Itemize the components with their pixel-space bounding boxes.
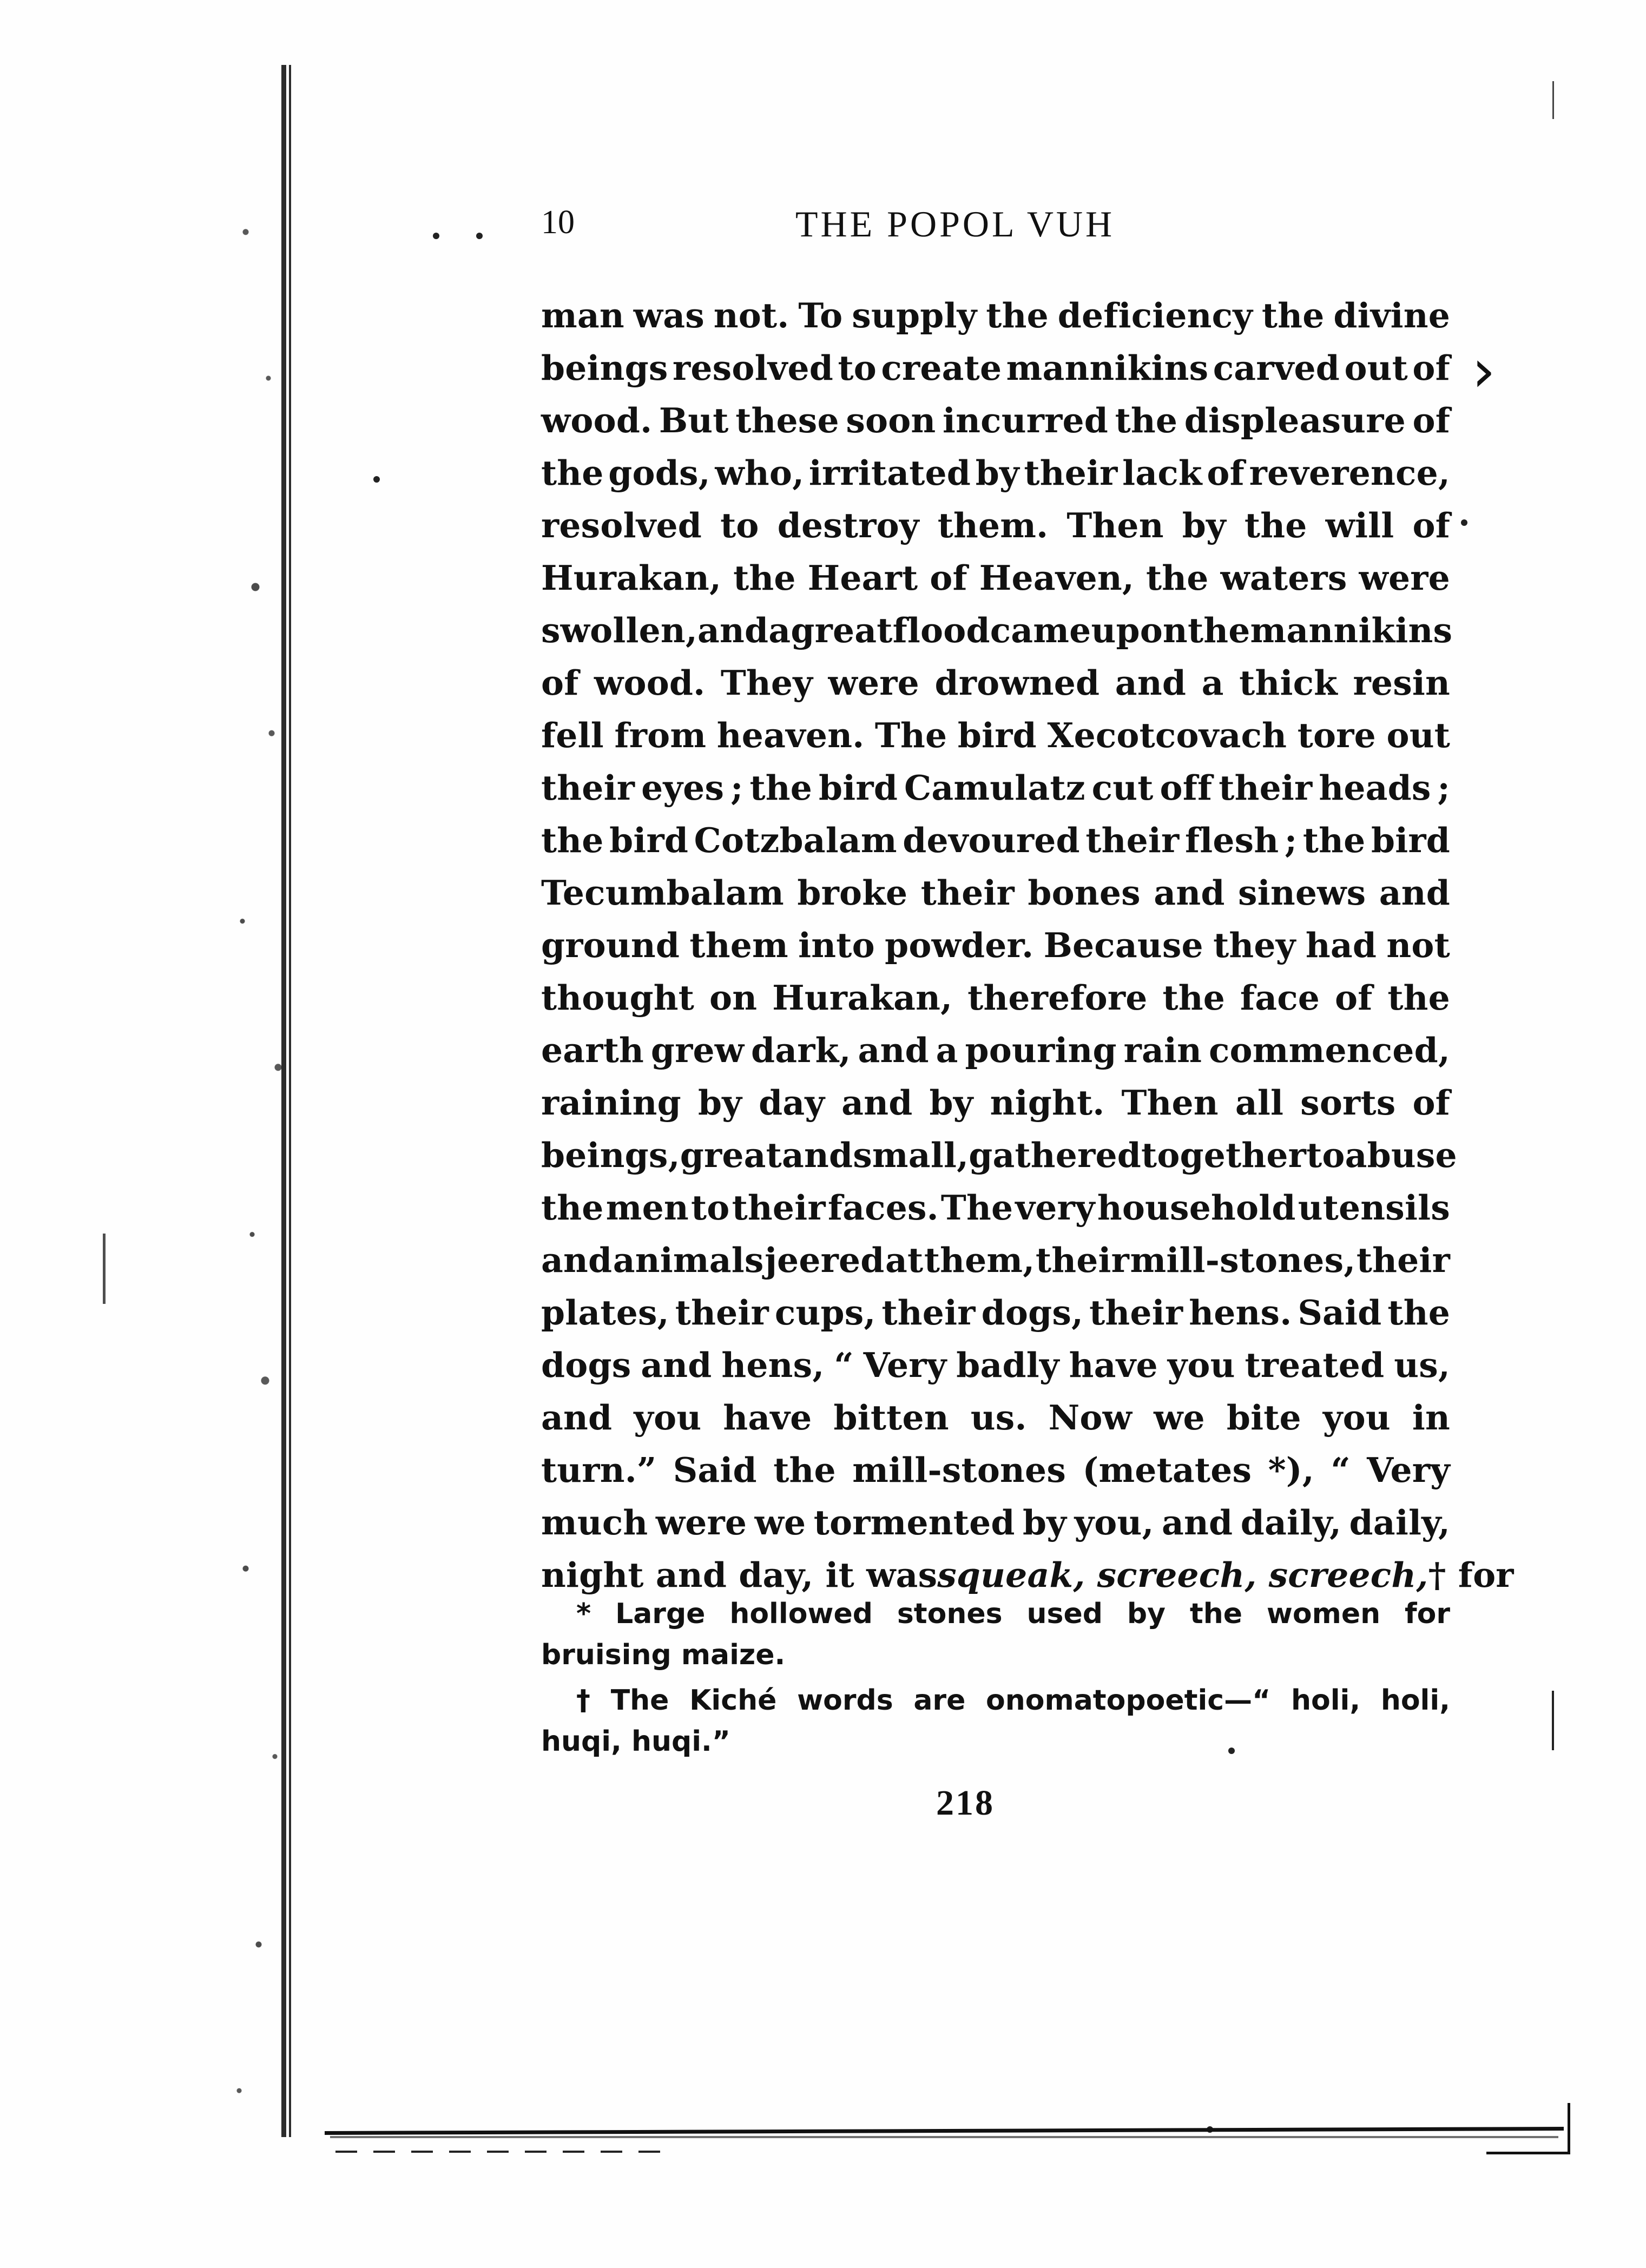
footnotes (541, 1593, 1450, 1766)
footnote-continuation: bruising maize. (541, 1639, 786, 1671)
text-line: Tecumbalam broke their bones and sinews and (541, 873, 1450, 913)
bottom-rule (325, 2127, 1564, 2135)
speck (476, 233, 483, 239)
last-line-suffix: † for (1428, 1555, 1514, 1595)
footnote (541, 1593, 1450, 1676)
footnote-first-line: * Large hollowed stones used by the women for (576, 1598, 1450, 1630)
text-line: resolved to destroy them. Then by the will of (541, 505, 1450, 545)
speck (1461, 519, 1467, 526)
binding-gutter-line (281, 65, 297, 2137)
text-line: earth grew dark, and a pouring rain commenced, (541, 1030, 1450, 1070)
text-line: dogs and hens, “ Very badly have you treated us, (541, 1345, 1450, 1385)
crop-mark (1486, 2103, 1570, 2154)
body-text (541, 289, 1514, 1601)
text-line: thought on Hurakan, therefore the face of the (541, 978, 1450, 1018)
text-line: swollen, and a great flood came upon the mannikins (541, 610, 1453, 650)
text-line: beings resolved to create mannikins carved out of (541, 348, 1450, 388)
text-line: their eyes ; the bird Camulatz cut off their heads ; (541, 768, 1450, 808)
footnote-first-line: † The Kiché words are onomatopoetic—“ holi, holi, (576, 1684, 1450, 1717)
text-line: the bird Cotzbalam devoured their flesh ; the bird (541, 820, 1450, 860)
margin-mark (103, 1234, 106, 1304)
edge-chevron-mark: › (1472, 336, 1496, 405)
page-header (541, 203, 1461, 271)
text-line: ground them into powder. Because they had not (541, 925, 1450, 965)
text-line: the gods, who, irritated by their lack of reverence, (541, 453, 1450, 493)
text-line: plates, their cups, their dogs, their hens. Said the (541, 1293, 1450, 1333)
edge-tick-top (1552, 81, 1554, 119)
speck (373, 476, 380, 483)
text-line: turn.” Said the mill-stones (metates *), “ Very (541, 1450, 1450, 1490)
bottom-dash-rule (335, 2151, 660, 2153)
bottom-rule-shadow (330, 2136, 1558, 2138)
page-number: 10 (541, 204, 575, 241)
edge-tick-right (1552, 1691, 1554, 1750)
footnote (541, 1680, 1450, 1762)
text-line: much were we tormented by you, and daily, daily, (541, 1502, 1450, 1542)
text-line: beings, great and small, gathered together to abuse (541, 1135, 1457, 1175)
text-line: Hurakan, the Heart of Heaven, the waters were (541, 558, 1450, 598)
text-line: wood. But these soon incurred the displeasure of (541, 400, 1450, 440)
text-line: and you have bitten us. Now we bite you in (541, 1397, 1450, 1438)
text-line: of wood. They were drowned and a thick resin (541, 663, 1450, 703)
text-line: the men to their faces. The very household utensils (541, 1188, 1450, 1228)
running-title: THE POPOL VUH (795, 203, 1115, 245)
signature-mark: 218 (936, 1783, 995, 1823)
speck (433, 233, 439, 239)
text-line: fell from heaven. The bird Xecotcovach tore out (541, 715, 1450, 755)
footnote-continuation: huqi, huqi.” (541, 1725, 730, 1758)
text-line: raining by day and by night. Then all sorts of (541, 1083, 1450, 1123)
text-line: man was not. To supply the deficiency the divine (541, 295, 1450, 335)
last-line-italic: squeak, screech, screech, (937, 1555, 1428, 1595)
text-line: and animals jeered at them, their mill-stones, their (541, 1240, 1450, 1280)
last-line-prefix: night and day, it was (541, 1555, 938, 1595)
